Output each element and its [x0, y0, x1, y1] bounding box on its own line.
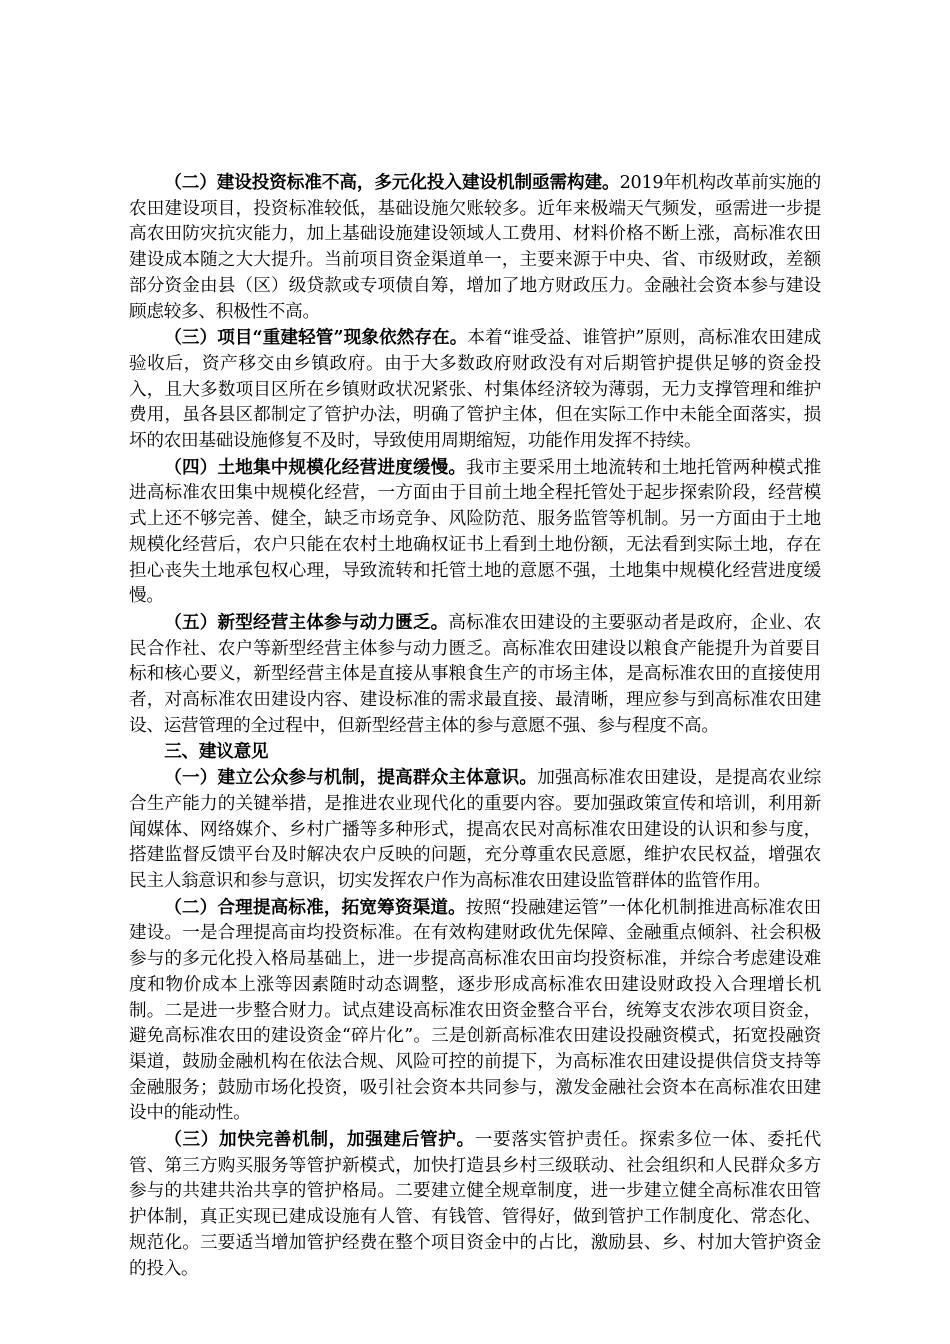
paragraph-lead: （四）土地集中规模化经营进度缓慢。 [164, 456, 467, 478]
suggestion-public-participation [129, 765, 821, 895]
suggestion-post-construction-maintenance [129, 1127, 821, 1282]
paragraph-text: 按照“投融建运管”一体化机制推进高标准农田建设。一是合理提高亩均投资标准。在有效构建财政优先保障、金融重点倾斜、社会积极参与的多元化投入格局基础上，进一步提高高标准农田亩均投资标准，并综合考虑建设难度和物价成本上涨等因素随时动态调整，逐步形成高标准农田建设财政投入合理增长机制。二是进一步整合财力。试点建设高标准农田资金整合平台，统筹支农涉农项目资金，避免高标准农田的建设资金“碎片化”。三是创新高标准农田建设投融资模式，拓宽投融资渠道，鼓励金融机构在依法合规、风险可控的前提下，为高标准农田建设提供信贷支持等金融服务；鼓励市场化投资，吸引社会资本共同参与，激发金融社会资本在高标准农田建设中的能动性。 [129, 897, 821, 1124]
document-body [129, 170, 821, 1282]
suggestion-funding-channels [129, 895, 821, 1127]
paragraph-lead: （二）合理提高标准，拓宽筹资渠道。 [164, 896, 466, 918]
paragraph-lead: （五）新型经营主体参与动力匮乏。 [164, 611, 449, 633]
paragraph-text: 高标准农田建设的主要驱动者是政府，企业、农民合作社、农户等新型经营主体参与动力匮乏。高标准农田建设以粮食产能提升为首要目标和核心要义，新型经营主体是直接从事粮食生产的市场主体，是高标准农田的直接使用者，对高标准农田建设内容、建设标准的需求最直接、最清晰，理应参与到高标准农田建设、运营管理的全过程中，但新型经营主体的参与意愿不强、参与程度不高。 [129, 612, 821, 736]
paragraph-text: 加强高标准农田建设，是提高农业综合生产能力的关键举措，是推进农业现代化的重要内容。要加强政策宣传和培训，利用新闻媒体、网络媒介、乡村广播等多种形式，提高农民对高标准农田建设的认识和参与度，搭建监督反馈平台及时解决农户反映的问题，充分尊重农民意愿，维护农民权益，增强农民主人翁意识和参与意识，切实发挥农户作为高标准农田建设监管群体的监管作用。 [129, 768, 821, 891]
paragraph-lead: （三）加快完善机制，加强建后管护。 [164, 1129, 475, 1151]
paragraph-lead: （三）项目“重建轻管”现象依然存在。 [164, 327, 468, 349]
paragraph-text: 一要落实管护责任。探索多位一体、委托代管、第三方购买服务等管护新模式，加快打造县乡村三级联动、社会组织和人民群众多方参与的共建共治共享的管护格局。二要建立健全规章制度，进一步建立健全高标准农田管护体制，真正实现已建成设施有人管、有钱管、管得好，做到管护工作制度化、常态化、规范化。三要适当增加管护经费在整个项目资金中的占比，激励县、乡、村加大管护资金的投入。 [129, 1130, 821, 1279]
paragraph-maintenance-issue [129, 325, 821, 455]
paragraph-text: 我市主要采用土地流转和土地托管两种模式推进高标准农田集中规模化经营，一方面由于目前土地全程托管处于起步探索阶段，经营模式上还不够完善、健全，缺乏市场竞争、风险防范、服务监管等机制。另一方面由于土地规模化经营后，农户只能在农村土地确权证书上看到土地份额，无法看到实际土地，存在担心丧失土地承包权心理，导致流转和托管土地的意愿不强，土地集中规模化经营进度缓慢。 [129, 457, 821, 607]
paragraph-investment-standard [129, 170, 821, 325]
paragraph-lead: （一）建立公众参与机制，提高群众主体意识。 [164, 767, 538, 789]
paragraph-land-scale-operation [129, 455, 821, 610]
paragraph-lead: （二）建设投资标准不高，多元化投入建设机制亟需构建。 [164, 172, 620, 193]
paragraph-text: 2019年机构改革前实施的农田建设项目，投资标准较低，基础设施欠账较多。近年来极端天气频发，亟需进一步提高农田防灾抗灾能力，加上基础设施建设领域人工费用、材料价格不断上涨，高标准农田建设成本随之大大提升。当前项目资金渠道单一，主要来源于中央、省、市级财政，差额部分资金由县（区）级贷款或专项债自筹，增加了地方财政压力。金融社会资本参与建设顾虑较多、积极性不高。 [129, 173, 821, 322]
paragraph-new-operators [129, 610, 821, 740]
paragraph-text: 本着“谁受益、谁管护”原则，高标准农田建成验收后，资产移交由乡镇政府。由于大多数政府财政没有对后期管护提供足够的资金投入，且大多数项目区所在乡镇财政状况紧张、村集体经济较为薄弱，无力支撑管理和维护费用，虽各县区都制定了管护办法，明确了管护主体，但在实际工作中未能全面落实，损坏的农田基础设施修复不及时，导致使用周期缩短，功能作用发挥不持续。 [129, 328, 821, 452]
section-heading: 三、建议意见 [164, 741, 269, 763]
